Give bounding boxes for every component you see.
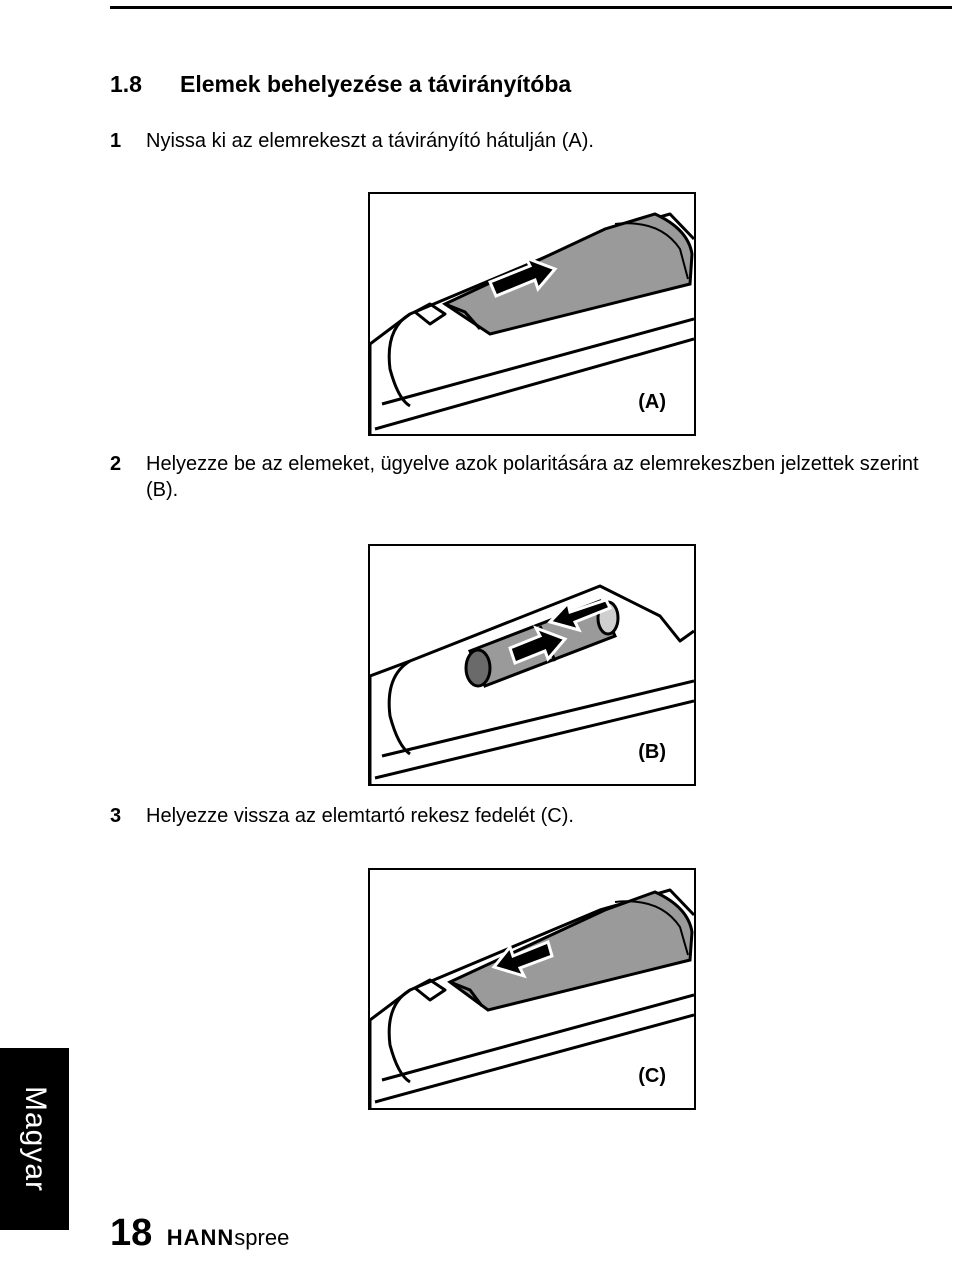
top-rule [110, 6, 952, 9]
step-text: Helyezze vissza az elemtartó rekesz fedelét (C). [146, 805, 574, 827]
figure-label: (B) [638, 741, 666, 763]
section-title: Elemek behelyezése a távirányítóba [180, 71, 572, 97]
step-number: 1 [110, 130, 122, 152]
figure-a [368, 192, 696, 436]
language-label: Magyar [18, 1085, 52, 1193]
step-2 [110, 451, 952, 503]
step-3 [110, 803, 952, 829]
step-1 [110, 128, 952, 154]
step-text: Nyissa ki az elemrekeszt a távirányító hátulján (A). [146, 130, 594, 152]
step-text: Helyezze be az elemeket, ügyelve azok polaritására az elemrekeszben jelzettek szerint (B). [146, 453, 919, 501]
figure-label: (A) [638, 391, 666, 413]
figure-b [368, 544, 696, 786]
step-number: 3 [110, 805, 122, 827]
figure-label: (C) [638, 1065, 666, 1087]
language-side-tab [0, 1048, 69, 1230]
section-number: 1.8 [110, 71, 142, 97]
page-number: 18 [110, 1212, 153, 1254]
brand-logo [167, 1225, 290, 1250]
brand-bold: HANN [166, 1225, 235, 1250]
step-number: 2 [110, 453, 122, 475]
footer [110, 1212, 289, 1255]
section-heading [110, 71, 571, 98]
brand-light: spree [234, 1225, 290, 1250]
figure-c [368, 868, 696, 1110]
